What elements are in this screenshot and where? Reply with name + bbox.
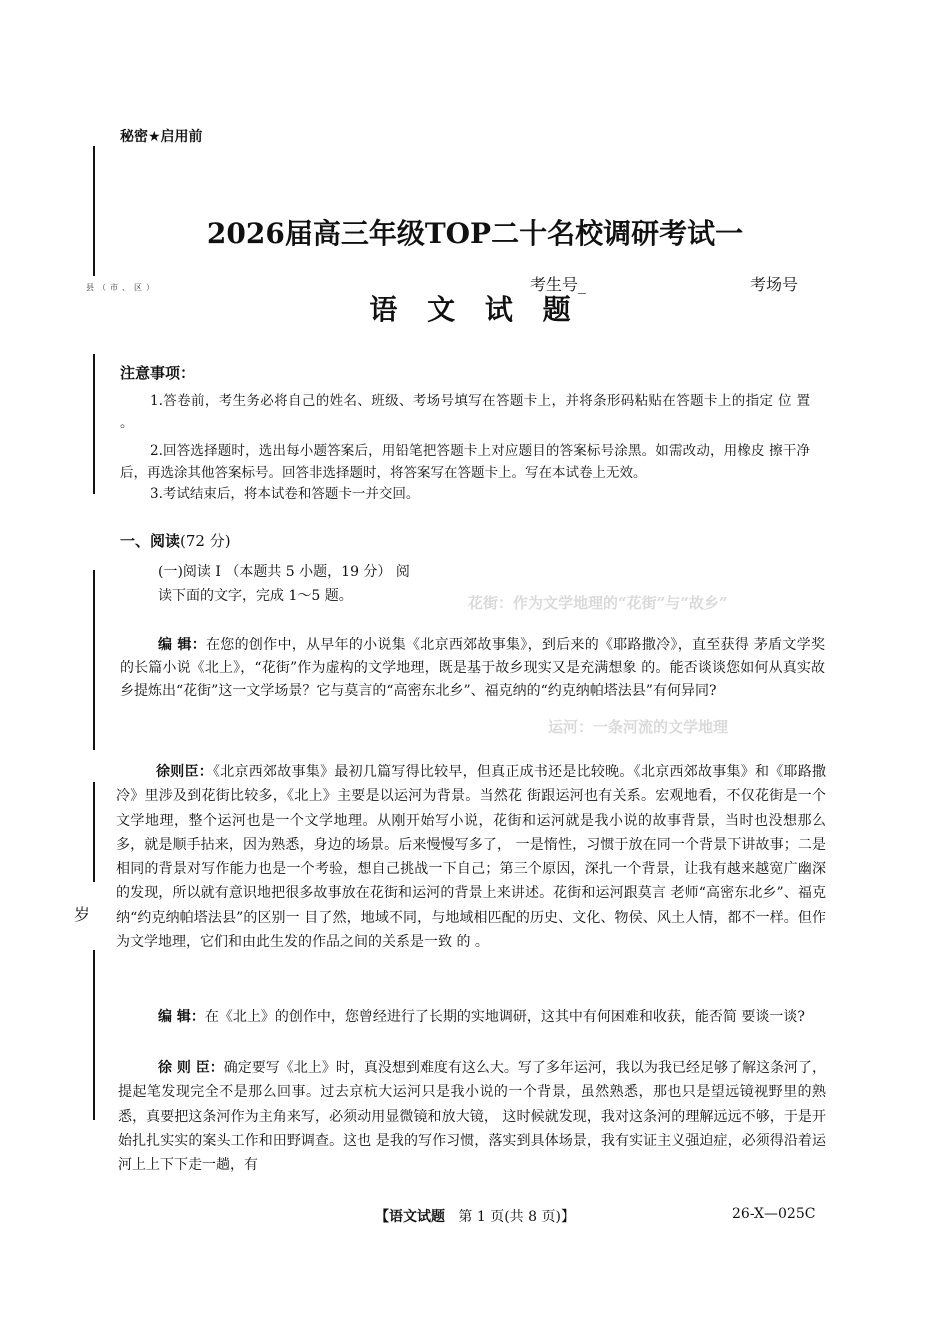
notice-title: 注意事项： — [120, 364, 196, 382]
paragraph-text: 在《北上》的创作中，您曾经进行了长期的实地调研，这其中有何困难和收获，能否简 要谈一谈? — [204, 1009, 805, 1025]
article-paragraph-1 — [120, 634, 825, 703]
paragraph-text: 《北京西郊故事集》最初几篇写得比较早，但真正成书还是比较晚。《北京西郊故事集》和《耶路撒冷》里涉及到花街比较多，《北上》主要是以运河为背景。当然花 街跟运河也有关系。宏观地看，不仅花街是一个文学地理，整个运河也是一个文学地理。从刚开始写小说，花街和运河就是我小说的故事背景，当时也没想那么多，就是顺手拈来，因为熟悉，身边的场景。后来慢慢写多了， 一是惰性，习惯于放在同一个背景下讲故事；二是相同的背景对写作能力也是一个考验，想自己挑战一下自己；第三个原因，深扎一个背景，让我有越来越宽广幽深的发现，所以就有意识地把很多故事放在花街和运河的背景上来讲述。花街和运河跟莫言 老师“高密东北乡”、福克纳“约克纳帕塔法县”的区别一 目了然，地域不同，与地域相匹配的历史、文化、物侯、风土人情，都不一样。但作为文学地理，它们和由此生发的作品之间的关系是一致 的 。 — [116, 764, 827, 951]
notice-item-2: 2.回答选择题时，选出每小题答案后，用铅笔把答题卡上对应题目的答案标号涂黑。如需改动，用橡皮 擦干净后，再选涂其他答案标号。回答非选择题时，将答案写在答题卡上。写在本试卷上无效。 — [120, 443, 810, 481]
notice-item-1: 1.答卷前，考生务必将自己的姓名、班级、考场号填写在答题卡上，并将条形码粘贴在答题卡上的指定 位 置 。 — [120, 393, 810, 431]
bleed-through-text-2: 运河：一条河流的文学地理 — [548, 718, 729, 736]
age-label: 岁 — [74, 905, 91, 924]
exam-title: 2026届高三年级TOP二十名校调研考试一 — [206, 217, 744, 250]
speaker-author: 徐 则 臣： — [158, 1060, 224, 1076]
speaker-editor: 编 辑： — [158, 637, 207, 653]
bleed-through-text-1: 花街：作为文学地理的“花街”与“故乡” — [468, 594, 728, 612]
footer-subject: 【语文试题 — [375, 1209, 446, 1225]
paper-code: 26-X—025C — [732, 1206, 816, 1222]
binding-line-middle — [93, 570, 95, 750]
section-title: 一、阅读 — [120, 532, 181, 550]
paragraph-text: 在您的创作中，从早年的小说集《北京西郊故事集》，到后来的《耶路撒冷》，直至获得 茅盾文学奖的长篇小说《北上》，“花街”作为虚构的文学地理，既是基于故乡现实又是充满想象 的。能否谈谈您如何从真实故乡提炼出“花街”这一文学场景？它与莫言的“高密东北乡”、福克纳的“约克纳帕塔法县”有何异同? — [120, 637, 825, 699]
binding-line-top — [93, 146, 95, 276]
binding-line-notice — [93, 354, 95, 494]
footer-page-number: 第 1 页(共 8 页)】 — [458, 1209, 575, 1225]
section-score: (72 分) — [180, 532, 231, 550]
speaker-author: 徐则臣： — [156, 764, 214, 780]
paragraph-text: 确定要写《北上》时，真没想到难度有这么大。写了多年运河，我以为我已经足够了解这条河了，提起笔发现完全不是那么回事。过去京杭大运河只是我小说的一个背景，虽然熟悉，那也只是望远镜视野里的熟悉，真要把这条河作为主角来写，必须动用显微镜和放大镜， 这时候就发现，我对这条河的理解远远不够，于是开始扎扎实实的案头工作和田野调查。这也 是我的写作习惯，落实到具体场景，我有实证主义强迫症，必须得沿着运河上上下下走一趟，有 — [118, 1060, 826, 1174]
article-paragraph-3 — [118, 1006, 823, 1029]
article-paragraph-2 — [116, 760, 826, 954]
article-paragraph-4 — [118, 1056, 826, 1177]
exam-room-label: 考场号 — [750, 275, 799, 294]
candidate-number-label: 考生号_ — [530, 275, 587, 294]
county-label: 县（市、区） — [86, 283, 158, 292]
binding-line-lower — [93, 782, 95, 882]
notice-item-3: 3.考试结束后，将本试卷和答题卡一并交回。 — [150, 486, 420, 502]
speaker-editor: 编 辑： — [158, 1009, 205, 1025]
section-heading — [120, 530, 231, 551]
reading-intro: (一)阅读 I （本题共 5 小题，19 分） 阅读下面的文字，完成 1～5 题。 — [158, 564, 410, 604]
binding-line-bottom — [93, 950, 95, 1120]
subject-title: 语 文 试 题 — [369, 293, 581, 326]
confidential-label: 秘密★启用前 — [120, 129, 203, 145]
